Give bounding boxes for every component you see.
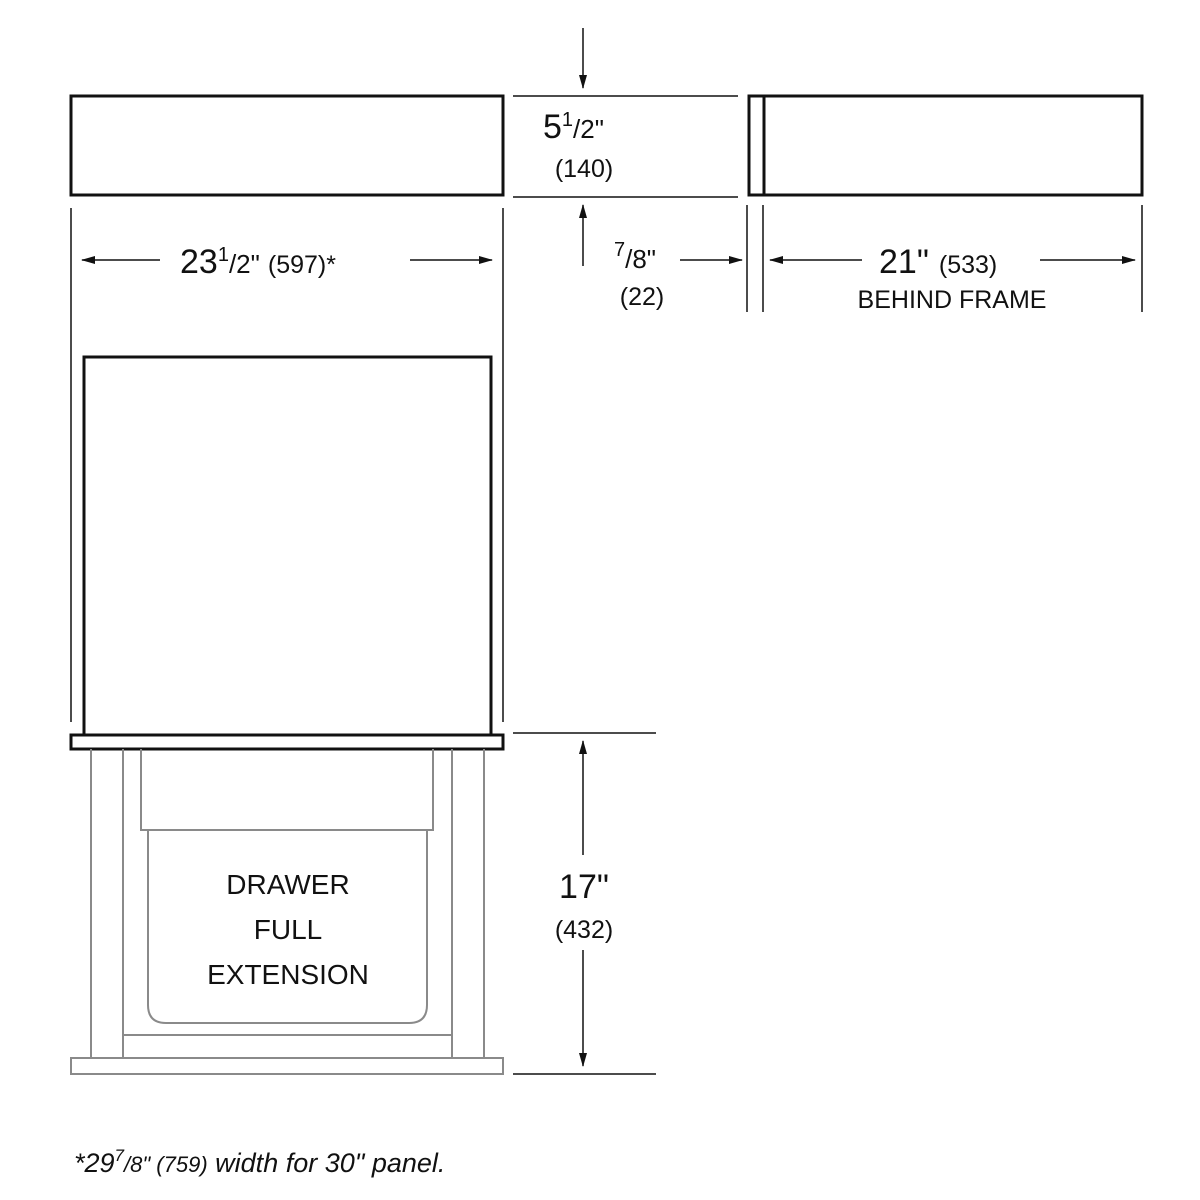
footnote [74,1146,445,1178]
drawer-height-metric: (432) [554,916,614,944]
front-door-panel [84,357,491,735]
front-width-den: /2" [228,249,260,279]
depth-caption: BEHIND FRAME [857,286,1047,314]
footnote-num: 7 [114,1146,125,1165]
front-width-metric: (597)* [267,251,336,279]
height-top-den: /2" [573,114,604,144]
frame-offset-num: 7 [614,239,626,261]
drawer-height-value: 17" [559,868,609,906]
height-top-label [543,108,604,146]
height-top-whole: 5 [543,108,562,146]
height-top-num: 1 [561,109,574,131]
front-base-trim [71,735,503,749]
front-width-label [180,243,336,281]
drawer-label-line1: DRAWER [226,869,350,900]
drawer-cabinet [71,749,503,1074]
height-top-metric: (140) [554,155,614,183]
depth-value: 21" [879,243,929,281]
footnote-prefix: *29 [74,1148,115,1178]
footnote-suffix: width for 30" panel. [207,1148,446,1178]
frame-offset-metric: (22) [619,283,665,311]
footnote-metric: (759) [150,1152,208,1177]
front-top-panel [71,96,503,195]
frame-offset-den: /8" [625,244,657,274]
front-width-whole: 23 [180,243,218,281]
depth-label [879,243,997,281]
front-width-num: 1 [217,244,229,266]
footnote-den: /8" [124,1152,151,1177]
depth-metric: (533) [938,251,998,279]
drawer-label-line3: EXTENSION [207,959,369,990]
side-top-panel [749,96,1142,195]
frame-offset-label [614,239,656,274]
drawer-label-line2: FULL [253,914,323,945]
